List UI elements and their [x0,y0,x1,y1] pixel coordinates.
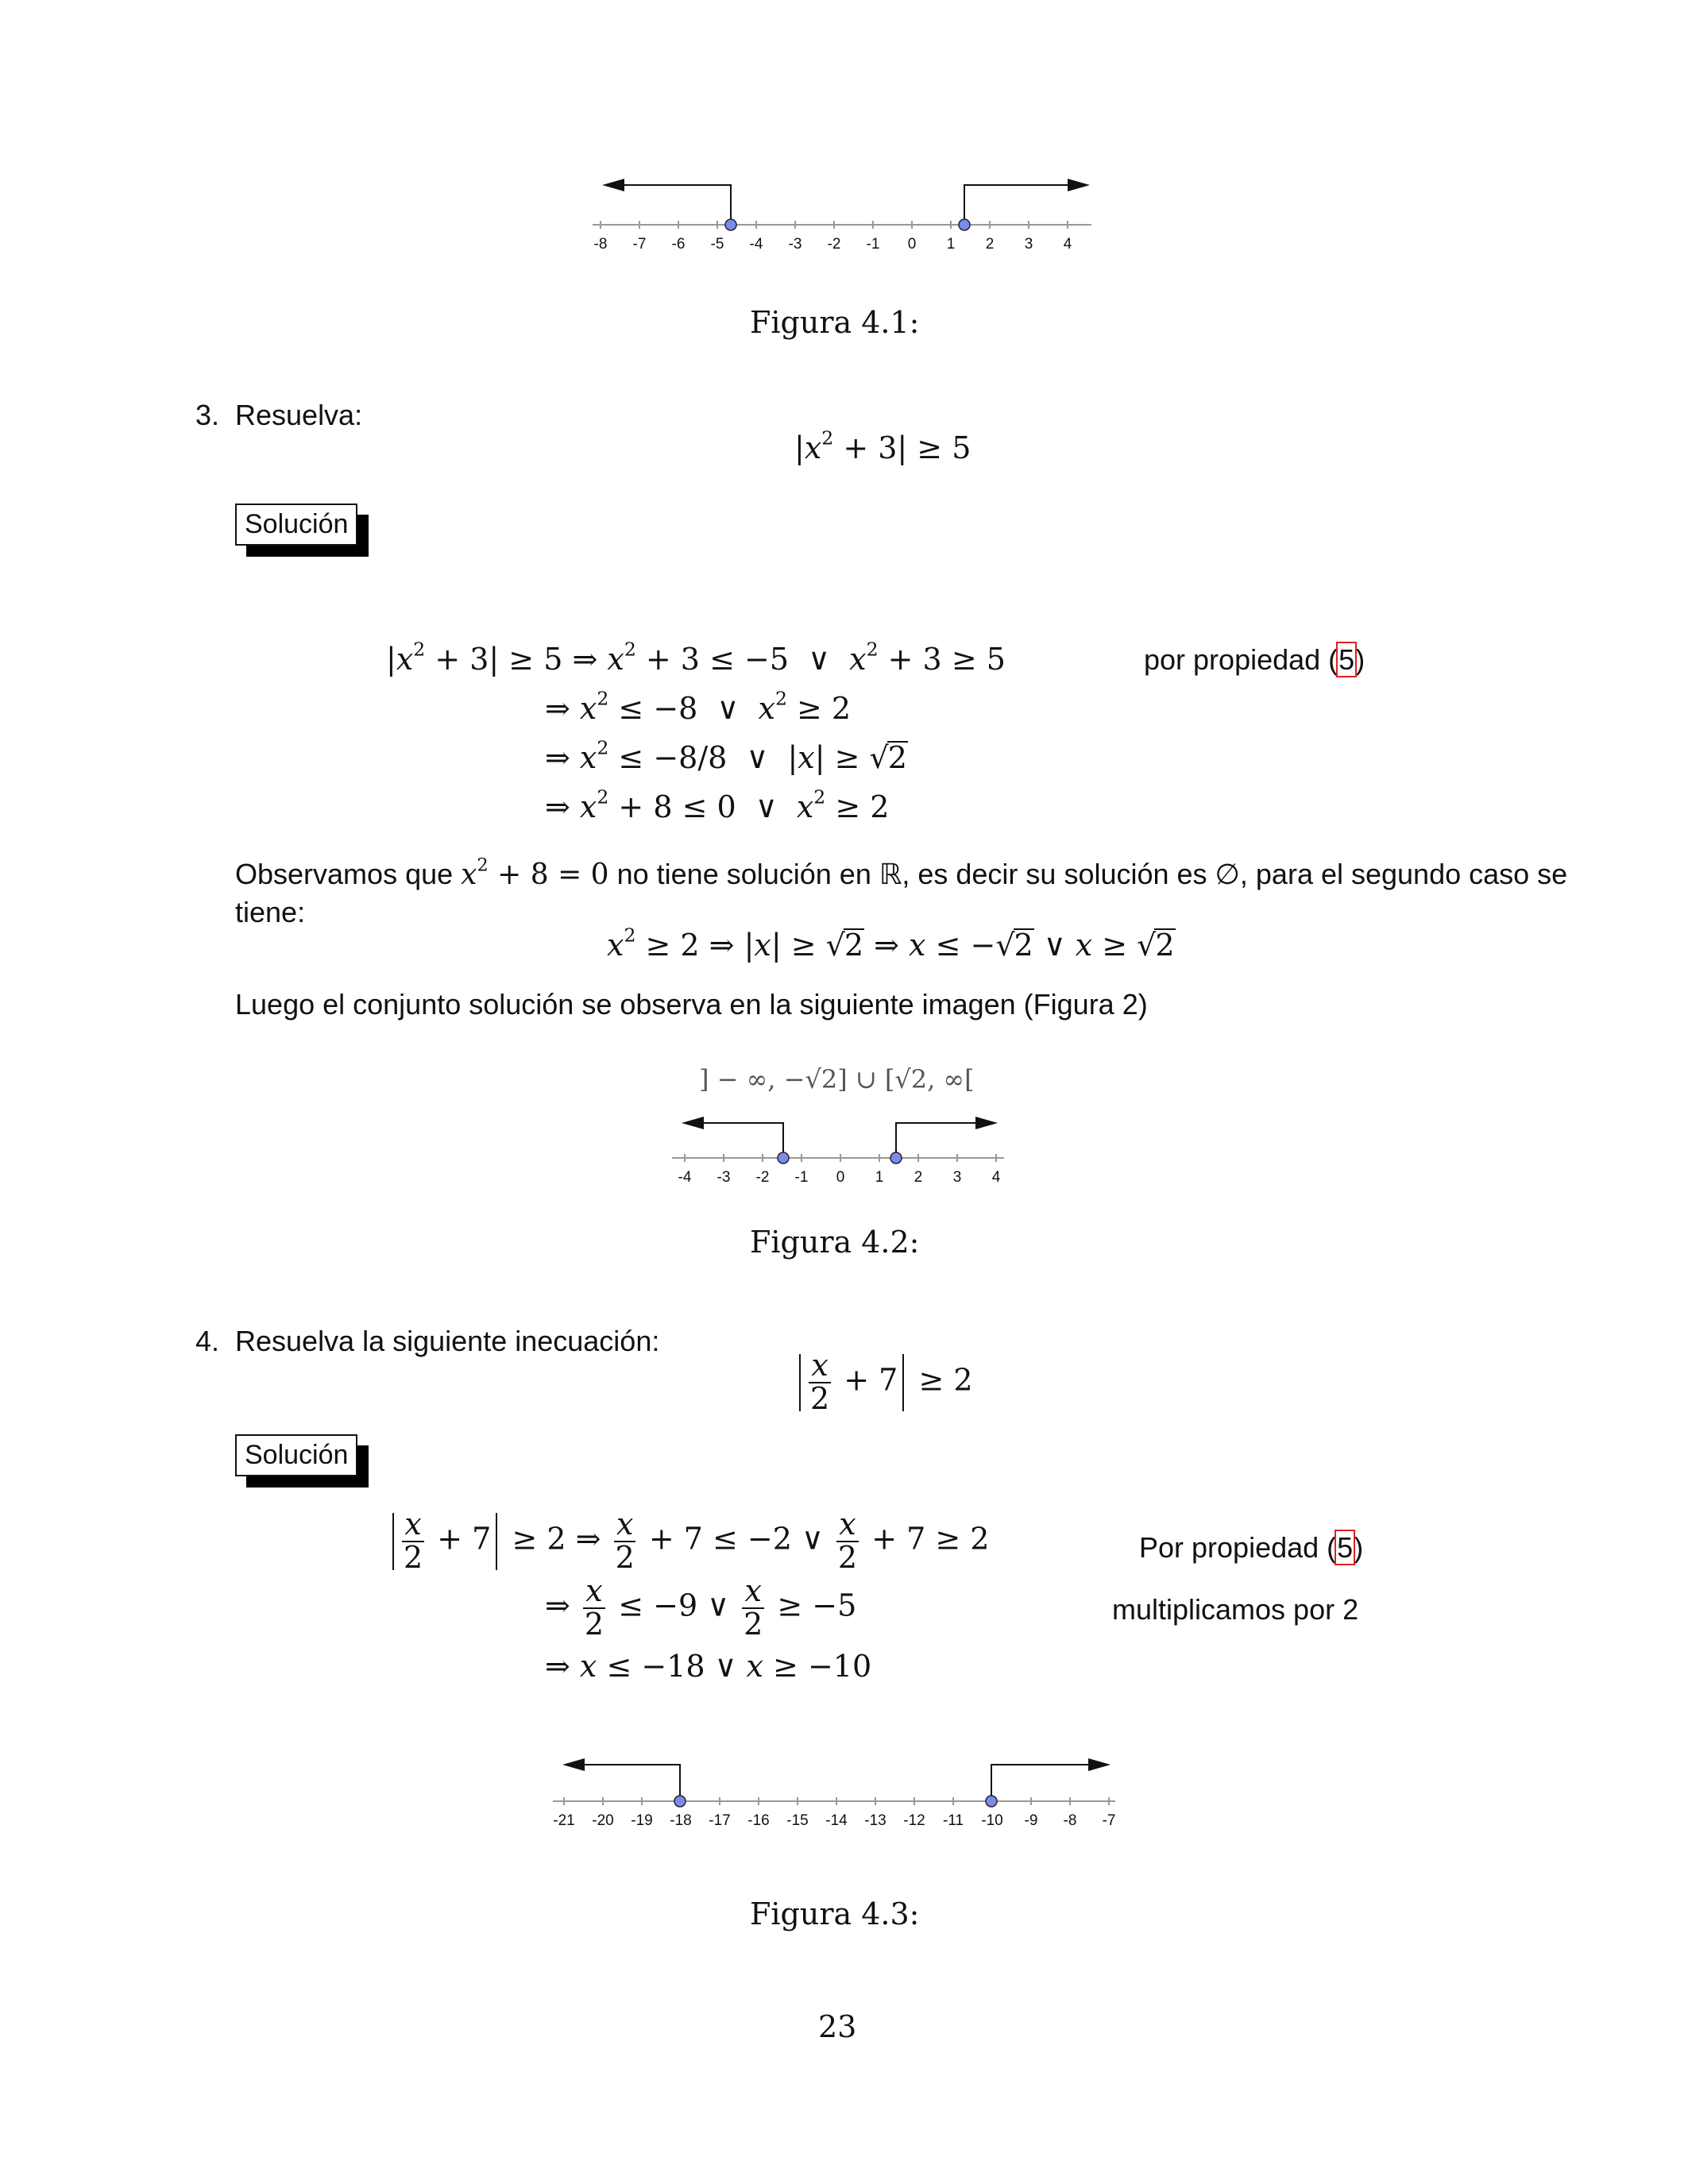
tick-label: 3 [952,1169,962,1186]
tick-label: -21 [553,1812,575,1829]
tick-label: -1 [794,1169,809,1186]
endpoint-minus-18 [674,1796,686,1807]
tick-label: -5 [710,236,724,253]
p4-step-1: $\frac{x}{2}$ + 7 ≥ 2 ⇒ $\frac{x}{2}$ + 7 ≤ −2 ∨ $\frac{x}{2}$ + 7 ≥ 2 [388,1509,989,1574]
p3-property-note: por propiedad (5) [1144,643,1365,676]
p4-step-2: ⇒ $\frac{x}{2}$ ≤ −9 ∨ $\frac{x}{2}$ ≥ −5 [545,1573,857,1642]
tick-label: -17 [709,1812,731,1829]
left-arrow-head [562,1758,585,1771]
tick-label: -12 [903,1812,925,1829]
solution-label-box: Solución [235,1434,357,1476]
endpoint-sqrt2 [890,1152,902,1163]
p3-step-3: ⇒ $x^2 \le -8/8$ ∨ |x| ≥ √2 [545,736,907,775]
tick-label: 0 [836,1169,845,1186]
tick-label: -18 [670,1812,692,1829]
number-line-figure-1 [588,171,1096,258]
tick-label: -3 [717,1169,731,1186]
p4-step-3: ⇒ x ≤ −18 ∨ x ≥ −10 [545,1649,872,1684]
right-arrow-head [1088,1758,1111,1771]
tick-label: -13 [864,1812,886,1829]
tick-label: 1 [946,236,956,253]
tick-label: -14 [825,1812,848,1829]
tick-label: -2 [827,236,841,253]
tick-label: 3 [1024,236,1033,253]
tick-label: 2 [985,236,995,253]
figure-4-2-caption: Figura 4.2: [750,1225,920,1260]
tick-label: -20 [592,1812,614,1829]
solution-label-box: Solución [235,504,357,546]
number-line-figure-3 [548,1747,1120,1835]
endpoint-minus-5 [725,219,736,230]
tick-label: -7 [632,236,647,253]
tick-label: 0 [907,236,917,253]
p3-step-1: $|x^2 + 3| \ge 5$ ⇒ $x^2 + 3 \le -5$ ∨ $x^2 + 3 \ge 5$ [386,638,1006,677]
tick-label: -4 [749,236,763,253]
property-reference-link[interactable]: 5 [1337,1531,1354,1564]
tick-label: 1 [875,1169,884,1186]
problem-3-number: 3. [195,399,220,431]
figure-4-1-caption: Figura 4.1: [750,305,920,340]
number-line-figure-2 [667,1104,1009,1191]
tick-label: -6 [671,236,686,253]
tick-label: 2 [914,1169,923,1186]
tick-label: -8 [593,236,608,253]
tick-label: -11 [942,1812,964,1829]
tick-label: -4 [678,1169,692,1186]
left-arrow-head [602,179,624,191]
property-reference-link[interactable]: 5 [1338,643,1355,676]
right-arrow-head [975,1117,998,1129]
tick-label: -10 [981,1812,1003,1829]
tick-label: -9 [1024,1812,1038,1829]
tick-label: 4 [1063,236,1072,253]
tick-label: -2 [755,1169,770,1186]
tick-label: -16 [747,1812,770,1829]
p3-conclusion: Luego el conjunto solución se observa en la siguiente imagen (Figura 2) [235,988,1148,1021]
problem-3-inequality: $|x^2 + 3| \ge 5$ [794,426,971,465]
figure-4-3-caption: Figura 4.3: [750,1897,920,1931]
figure-4-2-interval-label: ] − ∞, −√2] ∪ [√2, ∞[ [699,1064,975,1094]
tick-label: 4 [991,1169,1001,1186]
tick-label: -7 [1102,1812,1116,1829]
tick-label: -19 [631,1812,653,1829]
problem-4-number: 4. [195,1325,220,1357]
problem-4-inequality: $\frac{x}{2}$ + 7 ≥ 2 [794,1350,973,1415]
endpoint-minus-10 [986,1796,997,1807]
endpoint-minus-sqrt2 [778,1152,789,1163]
tick-label: -1 [866,236,880,253]
endpoint-1 [959,219,970,230]
tick-label: -8 [1063,1812,1077,1829]
problem-4-statement: Resuelva la siguiente inecuación: [235,1325,660,1357]
p3-second-case: $x^2 \ge 2$ ⇒ |x| ≥ √2 ⇒ x ≤ −√2 ∨ x ≥ √2 [607,924,1175,963]
tick-label: -3 [788,236,802,253]
left-arrow-head [682,1117,704,1129]
p4-multiply-note: multiplicamos por 2 [1112,1593,1359,1626]
p3-observation-line-1: Observamos que $x^2 + 8 = 0$ no tiene solución en ℝ, es decir su solución es ∅, para el segundo caso se [235,855,1568,891]
p3-step-2: ⇒ $x^2 \le -8$ ∨ $x^2 \ge 2$ [545,687,852,726]
page-number: 23 [818,2009,857,2044]
right-arrow-head [1068,179,1090,191]
problem-3-statement: Resuelva: [235,399,363,431]
p3-observation-line-2: tiene: [235,896,306,928]
p4-property-note: Por propiedad (5) [1139,1531,1364,1564]
p3-step-4: ⇒ $x^2 + 8 \le 0$ ∨ $x^2 \ge 2$ [545,785,890,824]
tick-label: -15 [786,1812,809,1829]
